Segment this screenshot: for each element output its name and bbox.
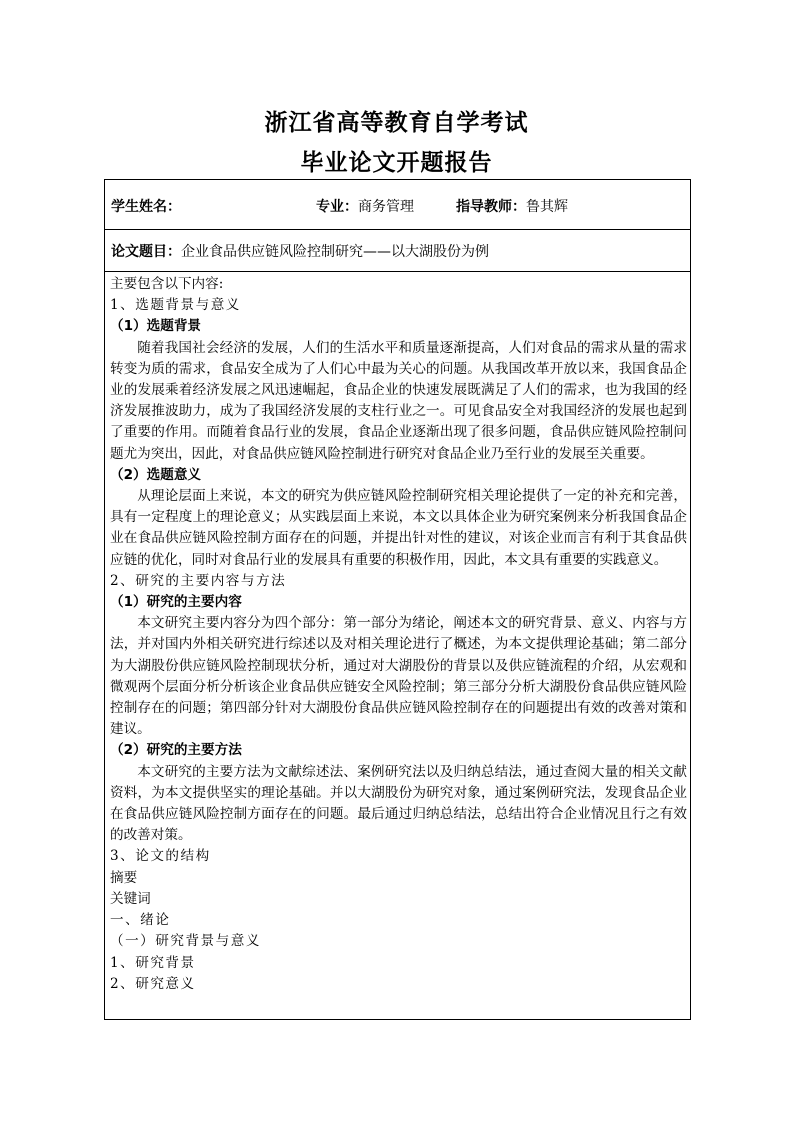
outline-item: 1、研究背景 (110, 954, 196, 971)
subsection-background-heading: （1）选题背景 (110, 318, 202, 335)
subsection-method-heading: （2）研究的主要方法 (110, 742, 242, 759)
info-row (105, 180, 690, 230)
student-name-label: 学生姓名： (111, 199, 181, 215)
outline-item: （一）研究背景与意义 (110, 933, 261, 950)
section-2-heading: 2、研究的主要内容与方法 (110, 572, 287, 589)
outline-item: 摘要 (110, 869, 138, 886)
advisor-label: 指导教师： (456, 199, 526, 215)
research-content-paragraph: 本文研究主要内容分为四个部分：第一部分为绪论，阐述本文的研究背景、意义、内容与方法，并对国内外相关研究进行综述以及对相关理论进行了概述，为本文提供理论基础；第二部分为大湖股份供应链风险控制现状分析，通过对大湖股份的背景以及供应链流程的介绍，从宏观和微观两个层面分析分析该企业食品供应链安全风险控制；第三部分分析大湖股份食品供应链风险控制存在的问题；第四部分针对大湖股份食品供应链风险控制存在的问题提出有效的改善对策和建议。 (110, 615, 687, 738)
significance-paragraph: 从理论层面上来说，本文的研究为供应链风险控制研究相关理论提供了一定的补充和完善，具有一定程度上的理论意义；从实践层面上来说，本文以具体企业为研究案例来分析我国食品企业在食品供应链风险控制方面存在的问题，并提出针对性的建议，对该企业而言有利于其食品供应链的优化，同时对食品行业的发展具有重要的积极作用，因此，本文具有重要的实践意义。 (110, 488, 687, 568)
content-body (110, 274, 687, 995)
background-paragraph: 随着我国社会经济的发展，人们的生活水平和质量逐渐提高，人们对食品的需求从量的需求转变为质的需求，食品安全成为了人们心中最为关心的问题。从我国改革开放以来，我国食品企业的发展乘着经济发展之风迅速崛起，食品企业的快速发展既满足了人们的需求，也为我国的经济发展推波助力，成为了我国经济发展的支柱行业之一。可见食品安全对我国经济的发展也起到了重要的作用。而随着食品行业的发展，食品企业逐渐出现了很多问题，食品供应链风险控制问题尤为突出，因此，对食品供应链风险控制进行研究对食品企业乃至行业的发展至关重要。 (110, 339, 687, 462)
outline-item: 2、研究意义 (110, 975, 196, 992)
section-1-heading: 1、选题背景与意义 (110, 297, 241, 314)
content-intro: 主要包含以下内容: (110, 276, 224, 292)
outline-item: 关键词 (110, 890, 151, 907)
major-label: 专业： (316, 199, 358, 215)
thesis-row (105, 230, 690, 272)
document-title: 浙江省高等教育自学考试 (264, 110, 529, 136)
outline-item: 一、绪论 (110, 912, 171, 929)
thesis-title-value: 企业食品供应链风险控制研究——以大湖股份为例 (181, 244, 489, 260)
document-subtitle: 毕业论文开题报告 (300, 150, 493, 176)
thesis-title-label: 论文题目： (111, 244, 181, 260)
section-3-heading: 3、论文的结构 (110, 848, 211, 865)
advisor-value: 鲁其辉 (526, 199, 568, 215)
research-method-paragraph: 本文研究的主要方法为文献综述法、案例研究法以及归纳总结法，通过查阅大量的相关文献资料，为本文提供坚实的理论基础。并以大湖股份为研究对象，通过案例研究法，发现食品企业在食品供应链风险控制方面存在的问题。最后通过归纳总结法，总结出符合企业情况且行之有效的改善对策。 (110, 763, 687, 844)
subsection-significance-heading: （2）选题意义 (110, 466, 202, 483)
report-table (104, 179, 691, 1020)
subsection-content-heading: （1）研究的主要内容 (110, 594, 242, 611)
major-value: 商务管理 (358, 199, 414, 215)
